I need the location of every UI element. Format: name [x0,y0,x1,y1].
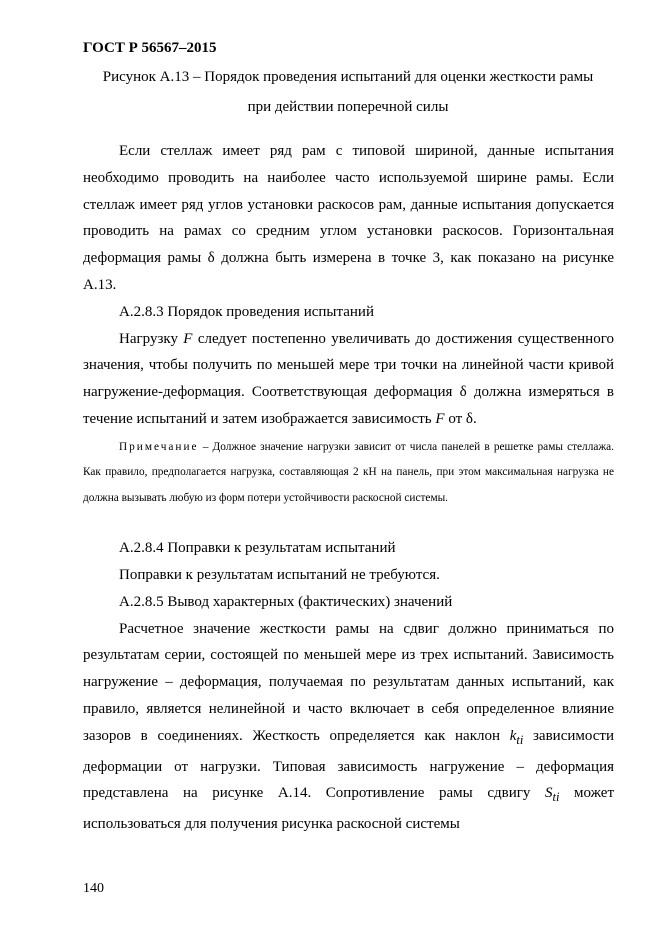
figure-caption-line-1: Рисунок А.13 – Порядок проведения испытаний для оценки жесткости рамы [102,69,594,85]
note-label: Примечание [119,440,199,453]
note-text: – Должное значение нагрузки зависит от числа панелей в решетке рамы стеллажа. Как правило, предполагается нагрузка, составляющая 2 кН на панель, при этом максимальная нагрузка не должна вызывать любую из форм потери устойчивости раскосной системы. [83,440,614,504]
document-code: ГОСТ Р 56567–2015 [83,40,217,56]
section-heading-a283: А.2.8.3 Порядок проведения испытаний [119,303,374,320]
figure-caption [83,62,613,122]
paragraph-text: зависимости деформации от нагрузки. Типовая зависимость нагружение – деформация представлена на рисунке А.14. Сопротивление рамы сдвигу [83,727,614,802]
paragraph-text: Расчетное значение жесткости рамы на сдвиг должно приниматься по результатам серии, состоящей по меньшей мере из трех испытаний. Зависимость нагружение – деформация, получаемая по результатам данных испытаний, как правило, является нелинейной и часто включает в себя определенное влияние зазоров в соединениях. Жесткость определяется как наклон [83,620,614,744]
paragraph-frame-width: Если стеллаж имеет ряд рам с типовой шириной, данные испытания необходимо проводить на наиболее часто используемой ширине рамы. Если стеллаж имеет ряд углов установки раскосов рам, данные испытания допускается проводить на рамах со средним углом установки раскосов. Горизонтальная деформация рамы δ должна быть измерена в точке 3, как показано на рисунке А.13. [83,143,614,293]
paragraph-load-procedure [83,326,614,433]
paragraph-no-corrections: Поправки к результатам испытаний не требуются. [119,567,440,584]
note-block [83,435,614,512]
symbol-k: k [509,727,517,744]
symbol-S-subscript: ti [552,790,560,805]
paragraph-text: Нагрузку [119,330,184,347]
paragraph-text: может использоваться для получения рисунка раскосной системы [83,785,614,833]
paragraph-characteristic-values [83,616,614,838]
document-body [83,138,614,838]
figure-caption-line-2: при действии поперечной силы [247,99,449,115]
symbol-F: F [435,410,445,427]
paragraph-text: от δ. [444,410,477,427]
symbol-S: S [544,785,553,802]
section-heading-a284: А.2.8.4 Поправки к результатам испытаний [119,540,396,557]
symbol-k-subscript: ti [516,732,524,747]
symbol-F: F [183,330,193,347]
page-number: 140 [83,881,104,896]
section-heading-a285: А.2.8.5 Вывод характерных (фактических) значений [119,593,453,610]
paragraph-text: следует постепенно увеличивать до достижения существенного значения, чтобы получить по меньшей мере три точки на линейной части кривой нагружение-деформация. Соответствующая деформация δ должна измеряться в течение испытаний и затем изображается зависимость [83,330,614,427]
